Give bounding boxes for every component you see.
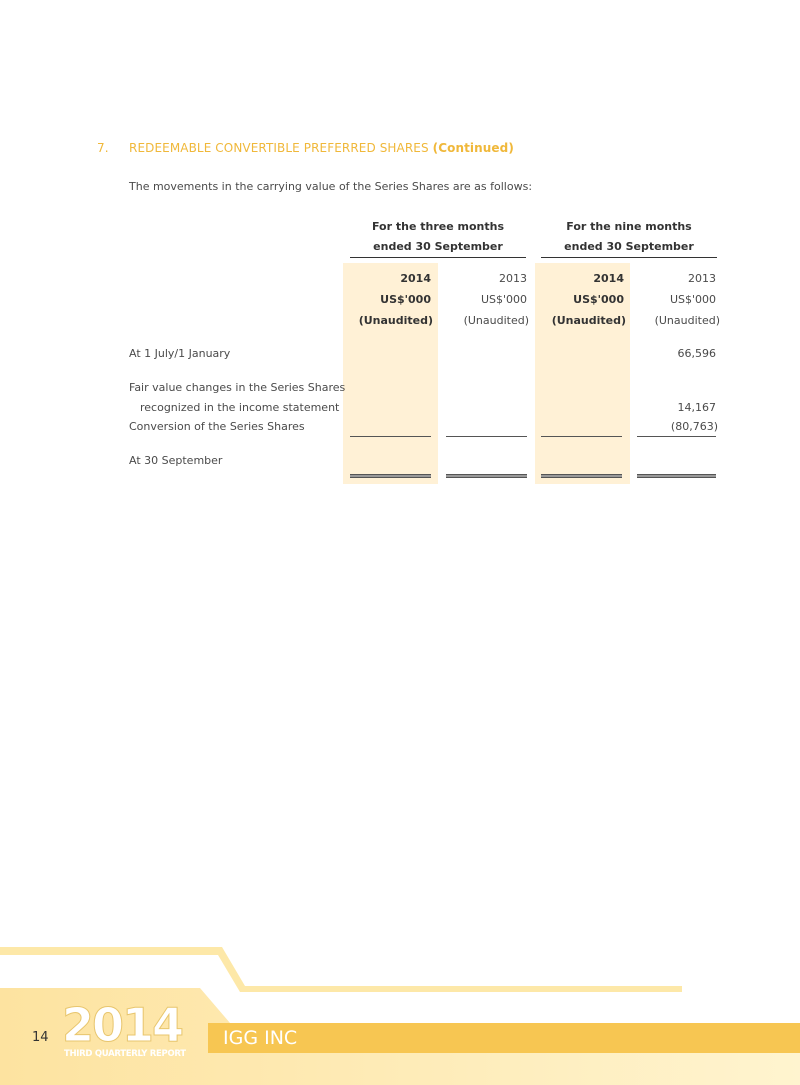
section-number: 7. [97, 141, 109, 155]
page-number: 14 [32, 1030, 49, 1045]
col-3-year: 2014 [593, 272, 624, 285]
report-year: 2014 [62, 998, 183, 1052]
col-2-year: 2013 [499, 272, 527, 285]
intro-text: The movements in the carrying value of the Series Shares are as follows: [129, 180, 533, 193]
subtotal-rule-col2 [446, 436, 527, 437]
total-rule-col3 [541, 474, 622, 478]
row-conversion-col4: (80,763) [670, 420, 718, 433]
row-label-fair-value: Fair value changes in the Series Shares [129, 381, 346, 394]
group-three-months-line1: For the three months [371, 220, 504, 233]
row-opening-col4: 66,596 [677, 347, 716, 360]
col-2-status: (Unaudited) [463, 314, 529, 327]
report-name: THIRD QUARTERLY REPORT [64, 1049, 186, 1059]
col-3-unit: US$'000 [573, 293, 624, 306]
total-rule-col4 [637, 474, 716, 478]
subtotal-rule-col3 [541, 436, 622, 437]
row-label-conversion: Conversion of the Series Shares [129, 420, 305, 433]
col-1-unit: US$'000 [380, 293, 431, 306]
section-title-wrap [129, 141, 514, 155]
col-1-status: (Unaudited) [358, 314, 433, 327]
group-nine-months-rule [541, 257, 717, 258]
row-label-recognized: recognized in the income statement [140, 401, 340, 414]
col-2-unit: US$'000 [480, 293, 527, 306]
section-title: REDEEMABLE CONVERTIBLE PREFERRED SHARES [129, 141, 429, 155]
group-nine-months-line2: ended 30 September [564, 240, 694, 253]
total-rule-col1 [350, 474, 431, 478]
report-year-logo [62, 998, 186, 1062]
row-recognized-col4: 14,167 [677, 401, 716, 414]
row-label-opening: At 1 July/1 January [129, 347, 231, 360]
group-nine-months-line1: For the nine months [566, 220, 692, 233]
row-label-closing: At 30 September [129, 454, 223, 467]
subtotal-rule-col1 [350, 436, 431, 437]
col-4-year: 2013 [688, 272, 716, 285]
subtotal-rule-col4 [637, 436, 716, 437]
group-three-months-line2: ended 30 September [373, 240, 503, 253]
company-name: IGG INC [223, 1027, 298, 1049]
total-rule-col2 [446, 474, 527, 478]
group-three-months-rule [350, 257, 526, 258]
col-4-status: (Unaudited) [654, 314, 720, 327]
col-1-year: 2014 [400, 272, 431, 285]
col-4-unit: US$'000 [669, 293, 716, 306]
section-continued: (Continued) [432, 141, 514, 155]
col-3-status: (Unaudited) [551, 314, 626, 327]
